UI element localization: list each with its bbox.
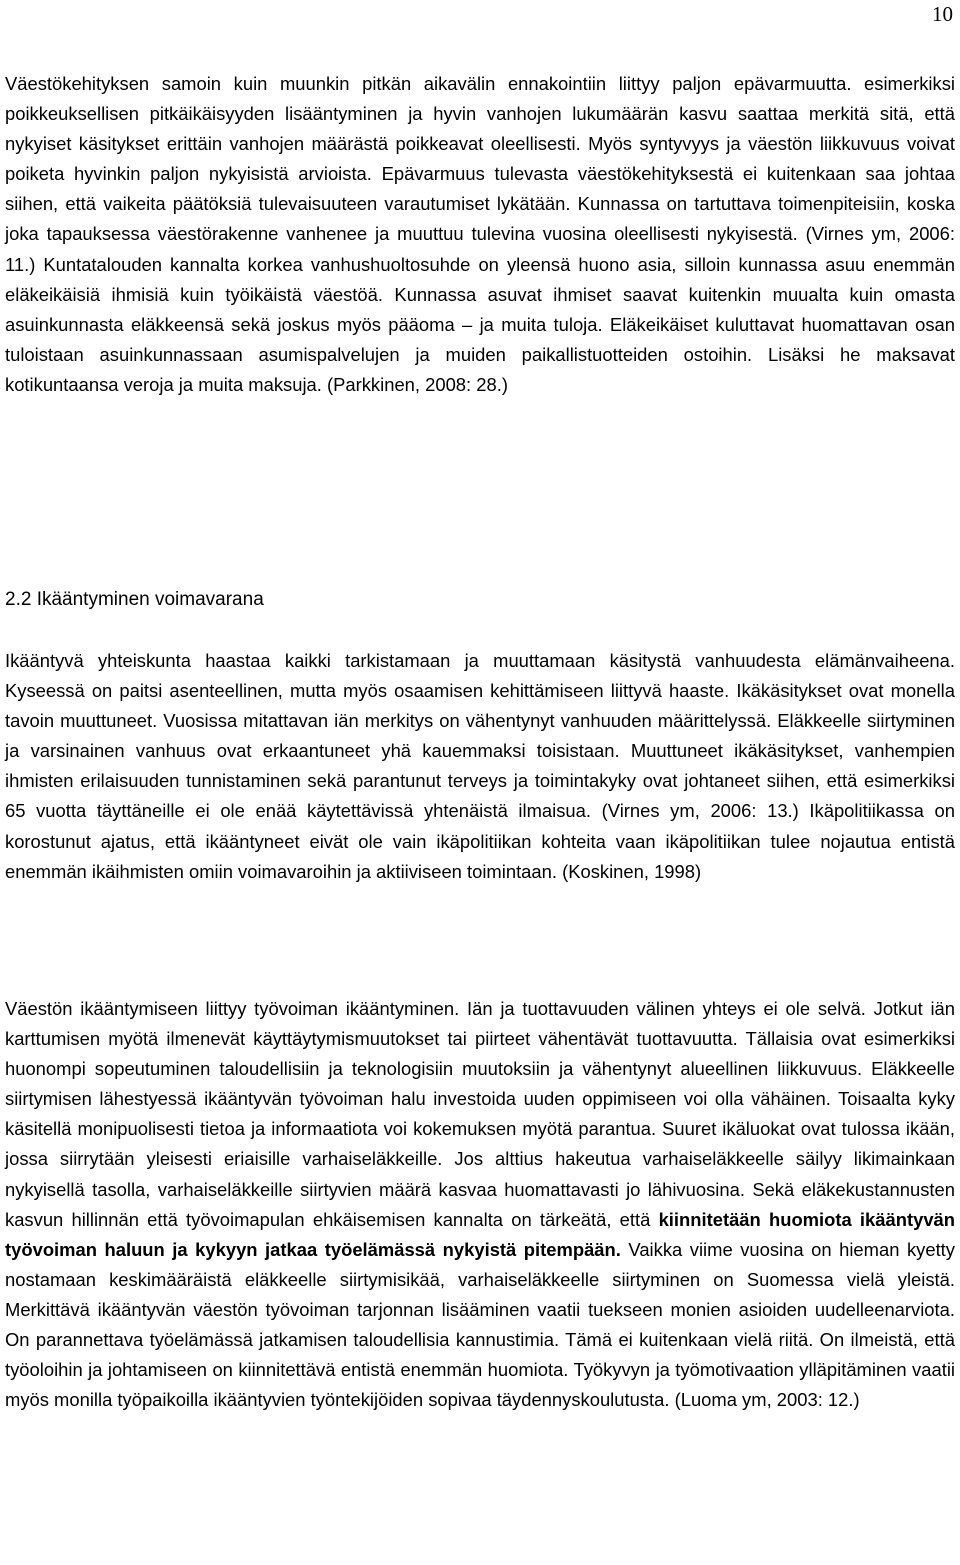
paragraph-text-end: Vaikka viime vuosina on hieman kyetty nostamaan keskimääräistä eläkkeelle siirtymisikää, varhaiseläkkeelle siirtyminen on Suomessa vielä yleistä. Merkittävä ikääntyvän väestön työvoiman tarjonnan lisääminen vaatii tuekseen monien asioiden uudelleenarviota. On parannettava työelämässä jatkamisen taloudellisia kannustimia. Tämä ei kuitenkaan vielä riitä. On ilmeistä, että työoloihin ja johtamiseen on kiinnitettävä entistä enemmän huomiota. Työkyvyn ja työmotivaation ylläpitäminen vaatii myös monilla työpaikoilla ikääntyvien työntekijöiden sopivaa täydennyskoulutusta. (Luoma ym, 2003: 12.) — [5, 1238, 955, 1411]
paragraph-aging-workforce — [5, 994, 955, 1415]
paragraph-population-forecast: Väestökehityksen samoin kuin muunkin pitkän aikavälin ennakointiin liittyy paljon epävarmuutta. esimerkiksi poikkeuksellisen pitkäikäisyyden lisääntyminen ja hyvin vanhojen lukumäärän kasvu saattaa merkitä sitä, että nykyiset käsitykset erittäin vanhojen määrästä poikkeavat oleellisesti. Myös syntyvyys ja väestön liikkuvuus voivat poiketa hyvinkin paljon nykyisistä arvioista. Epävarmuus tulevasta väestökehityksestä ei kuitenkaan saa johtaa siihen, että vaikeita päätöksiä tulevaisuuteen varautumiset lykätään. Kunnassa on tartuttava toimenpiteisiin, koska joka tapauksessa väestörakenne vanhenee ja muuttuu tulevina vuosina oleellisesti nykyisestä. (Virnes ym, 2006: 11.) Kuntatalouden kannalta korkea vanhushuoltosuhde on yleensä huono asia, silloin kunnassa asuu enemmän eläkeikäisiä ihmisiä kuin työikäistä väestöä. Kunnassa asuvat ihmiset saavat kuitenkin muualta kuin omasta asuinkunnasta eläkkeensä sekä joskus myös pääoma – ja muita tuloja. Eläkeikäiset kuluttavat huomattavan osan tuloistaan asuinkunnassaan asumispalvelujen ja muiden paikallistuotteiden ostoihin. Lisäksi he maksavat kotikuntaansa veroja ja muita maksuja. (Parkkinen, 2008: 28.) — [5, 73, 955, 395]
page-number: 10 — [932, 2, 953, 26]
section-heading: 2.2 Ikääntyminen voimavarana — [5, 589, 264, 610]
paragraph-aging-resource: Ikääntyvä yhteiskunta haastaa kaikki tarkistamaan ja muuttamaan käsitystä vanhuudesta elämänvaiheena. Kyseessä on paitsi asenteellinen, mutta myös osaamisen kehittämiseen liittyvä haaste. Ikäkäsitykset ovat monella tavoin muuttuneet. Vuosissa mitattavan iän merkitys on vähentynyt vanhuuden määrittelyssä. Eläkkeelle siirtyminen ja varsinainen vanhuus ovat erkaantuneet yhä kauemmaksi toisistaan. Muuttuneet ikäkäsitykset, vanhempien ihmisten erilaisuuden tunnistaminen sekä parantunut terveys ja toimintakyky ovat johtaneet siihen, että esimerkiksi 65 vuotta täyttäneille ei ole enää käytettävissä yhtenäistä ilmaisua. (Virnes ym, 2006: 13.) Ikäpolitiikassa on korostunut ajatus, että ikääntyneet eivät ole vain ikäpolitiikan kohteita vaan ikäpolitiikan tulee nojautua entistä enemmän ikäihmisten omiin voimavaroihin ja aktiiviseen toimintaan. (Koskinen, 1998) — [5, 650, 955, 882]
paragraph-emphasis: kiinnitetään huomiota ikääntyvän työvoiman haluun ja kykyyn jatkaa työelämässä nykyistä pitempään. — [5, 1208, 956, 1260]
paragraph-text-start: Väestön ikääntymiseen liittyy työvoiman ikääntyminen. Iän ja tuottavuuden välinen yhteys ei ole selvä. Jotkut iän karttumisen myötä ilmenevät käyttäytymismuutokset tai piirteet vähentävät tuottavuutta. Tällaisia ovat esimerkiksi huonompi sopeutuminen taloudellisiin ja teknologisiin muutoksiin ja vähentynyt alueellinen liikkuvuus. Eläkkeelle siirtymisen lähestyessä ikääntyvän työvoiman halu investoida uuden oppimiseen voi olla vähäinen. Toisaalta kyky käsitellä monipuolisesti tietoa ja informaatiota voi kokemuksen myötä parantua. Suuret ikäluokat ovat tulossa ikään, jossa siirrytään yleisesti eriaisille varhaiseläkkeille. Jos alttius hakeutua varhaiseläkkeelle säilyy likimainkaan nykyisellä tasolla, varhaiseläkkeille siirtyvien määrä kasvaa huomattavasti jo lähivuosina. Sekä eläkekustannusten kasvun hillinnän että työvoimapulan ehkäisemisen kannalta on tärkeätä, että — [5, 998, 955, 1230]
